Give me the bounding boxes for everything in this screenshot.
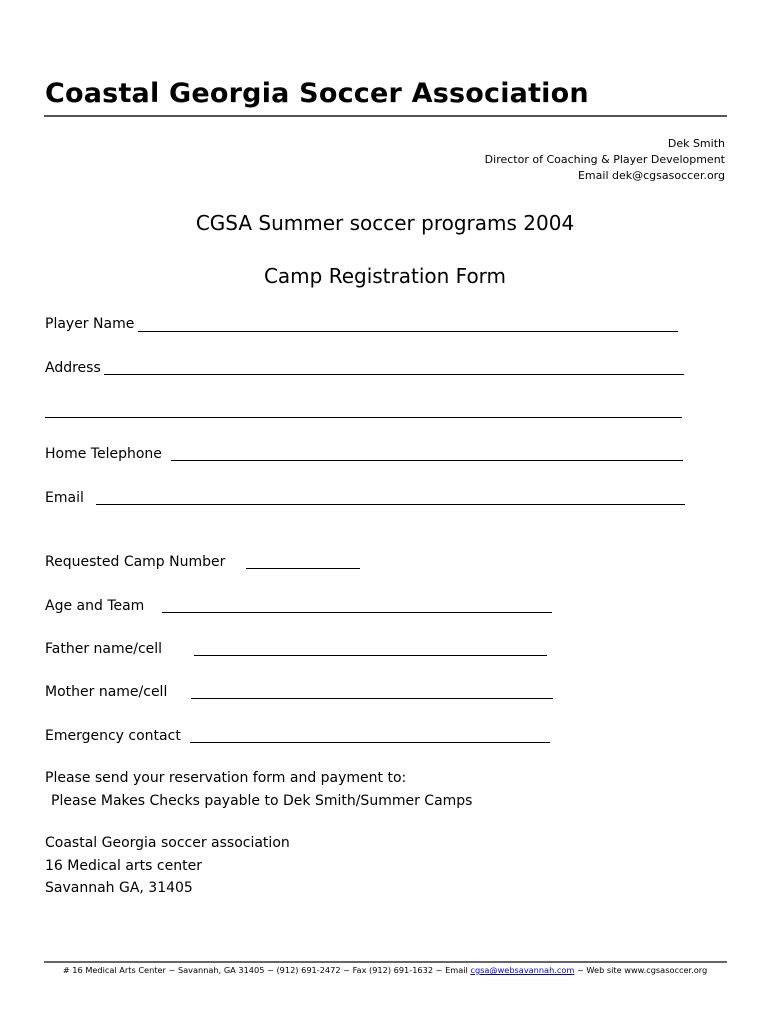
age-team-line[interactable] xyxy=(162,612,552,613)
email-label: Email xyxy=(45,490,84,506)
home-telephone-line[interactable] xyxy=(171,460,683,461)
mother-line[interactable] xyxy=(191,698,553,699)
address-label: Address xyxy=(45,360,101,376)
payment-instructions xyxy=(45,767,472,812)
mailing-address xyxy=(45,832,290,900)
title-divider xyxy=(44,115,727,117)
emergency-contact-line[interactable] xyxy=(190,742,550,743)
mother-label: Mother name/cell xyxy=(45,684,168,700)
mailing-address-line3: Savannah GA, 31405 xyxy=(45,880,193,896)
father-label: Father name/cell xyxy=(45,641,163,657)
player-name-line[interactable] xyxy=(138,331,678,332)
footer-contact-info: # 16 Medical Arts Center ~ Savannah, GA 31405 ~ (912) 691-2472 ~ Fax (912) 691-1632 ~ Email xyxy=(62,965,471,975)
footer xyxy=(0,965,770,975)
address-line-1[interactable] xyxy=(104,374,684,375)
footer-email-link[interactable]: cgsa@websavannah.com xyxy=(470,965,575,975)
emergency-contact-label: Emergency contact xyxy=(45,728,181,744)
father-line[interactable] xyxy=(194,655,547,656)
instructions-send: Please send your reservation form and payment to: xyxy=(45,770,407,786)
camp-number-line[interactable] xyxy=(246,568,360,569)
form-title: Camp Registration Form xyxy=(263,264,507,288)
email-line[interactable] xyxy=(96,504,685,505)
program-heading: CGSA Summer soccer programs 2004 xyxy=(195,211,575,235)
mailing-address-line2: 16 Medical arts center xyxy=(45,857,202,874)
contact-title: Director of Coaching & Player Development xyxy=(484,153,725,166)
footer-divider xyxy=(44,961,727,963)
home-telephone-label: Home Telephone xyxy=(45,446,162,462)
mailing-address-line1: Coastal Georgia soccer association xyxy=(45,835,290,851)
age-team-label: Age and Team xyxy=(45,598,145,614)
camp-number-label: Requested Camp Number xyxy=(45,554,226,570)
contact-block xyxy=(485,136,725,184)
contact-name: Dek Smith xyxy=(667,137,725,150)
footer-website: ~ Web site www.cgsasoccer.org xyxy=(574,965,708,975)
player-name-label: Player Name xyxy=(45,316,135,332)
contact-email: Email dek@cgsasoccer.org xyxy=(577,169,725,182)
organization-title: Coastal Georgia Soccer Association xyxy=(45,78,589,109)
instructions-checks: Please Makes Checks payable to Dek Smith/Summer Camps xyxy=(51,792,473,809)
address-line-2[interactable] xyxy=(45,417,682,418)
